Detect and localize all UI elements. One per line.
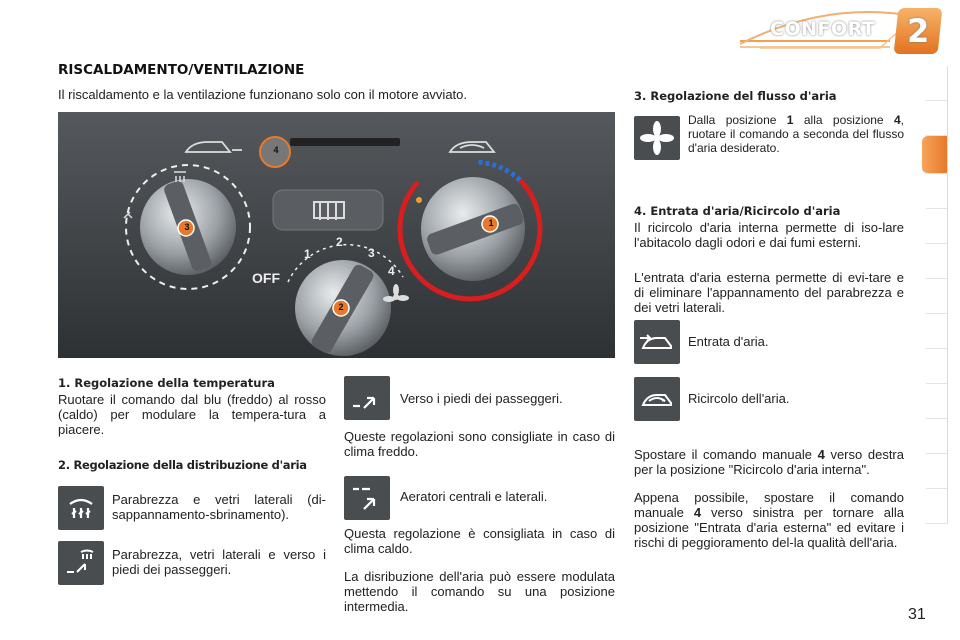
section-4-p3 [634,447,904,477]
control-4: 4 [817,447,825,462]
note-warm-climate: Questa regolazione è consigliata in caso di clima caldo. [344,526,615,556]
fan-scale-2: 2 [336,235,343,249]
central-vents-icon [344,476,390,520]
section-4-heading: 4. Entrata d'aria/Ricircolo d'aria [634,204,841,218]
chapter-tab[interactable] [926,419,948,454]
fan-icon [634,116,680,160]
section-4-text: verso sinistra per tornare alla posizione "Entrata d'aria esterna" ed evitare i rischi di peggioramento del-la qualità dell'aria. [634,505,904,550]
chapter-tab[interactable] [926,314,948,349]
chapter-tabs [926,66,948,576]
control-panel-photo [58,112,615,358]
chapter-tab[interactable] [926,489,948,524]
chapter-number: 2 [906,12,930,50]
section-4-text: Spostare il comando manuale [634,447,818,462]
page-number: 31 [908,606,926,623]
section-3-text: Dalla posizione [688,113,787,127]
feet-air-icon [344,376,390,420]
option-vents: Aeratori centrali e laterali. [400,489,548,504]
section-1-body: Ruotare il comando dal blu (freddo) al rosso (caldo) per modulare la tempera-tura a piacere. [58,392,326,437]
chapter-tab[interactable] [926,454,948,489]
section-3-text: , ruotare il comando a seconda del flusso d'aria desiderato. [688,113,905,155]
section-4-p1: Il ricircolo d'aria interna permette di iso-lare l'abitacolo dagli odori e dai fumi esterni. [634,220,904,250]
page-title: RISCALDAMENTO/VENTILAZIONE [58,62,305,78]
fan-scale-3: 3 [368,246,375,260]
chapter-tab[interactable] [926,279,948,314]
intro-text: Il riscaldamento e la ventilazione funzionano solo con il motore avviato. [58,87,468,102]
fan-knob-number: 2 [338,302,344,312]
section-1-heading: 1. Regolazione della temperatura [58,376,275,390]
windscreen-feet-icon [58,541,104,585]
chapter-tab[interactable] [926,384,948,419]
note-cold-climate: Queste regolazioni sono consigliate in caso di clima freddo. [344,429,615,459]
fan-scale-1: 1 [304,247,311,261]
off-label: OFF [252,270,280,286]
defrost-icon [58,486,104,530]
chapter-badge [894,8,943,54]
section-4-text: Appena possibile, spostare il comando manuale [634,490,904,520]
option-feet: Verso i piedi dei passeggeri. [400,391,563,406]
option-windscreen-feet: Parabrezza, vetri laterali e verso i piedi dei passeggeri. [112,547,326,577]
section-4-p4 [634,490,904,550]
air-intake-icon [634,320,680,364]
section-4-text: verso destra per la posizione "Ricircolo d'aria interna". [634,447,904,477]
note-intermediate: La disribuzione dell'aria può essere modulata mettendo il comando su una posizione intermedia. [344,569,615,614]
chapter-tab-active[interactable] [922,136,948,174]
temp-knob-number: 1 [488,218,494,228]
chapter-tab[interactable] [926,349,948,384]
section-3-body [688,113,904,155]
position-4: 4 [893,113,901,127]
section-3-text: alla posizione [793,113,894,127]
section-3-heading: 3. Regolazione del flusso d'aria [634,89,837,103]
option-air-intake: Entrata d'aria. [688,334,769,349]
chapter-tab[interactable] [926,101,948,136]
chapter-tab[interactable] [926,66,948,101]
option-recirculation: Ricircolo dell'aria. [688,391,790,406]
chapter-tab[interactable] [926,244,948,279]
section-name: CONFORT [770,18,876,40]
chapter-tab[interactable] [926,209,948,244]
fan-scale-4: 4 [388,264,395,278]
chapter-tab[interactable] [926,174,948,209]
position-1: 1 [786,113,794,127]
control-4: 4 [693,505,702,520]
section-4-p2: L'entrata d'aria esterna permette di evi-tare e di eliminare l'appannamento del parabrezza e dei vetri laterali. [634,270,904,315]
recirculation-icon [634,377,680,421]
section-2-heading: 2. Regolazione della distribuzione d'aria [58,458,307,472]
recirc-number: 4 [273,145,279,155]
header-band [0,0,960,62]
dist-knob-number: 3 [184,222,190,232]
option-windscreen: Parabrezza e vetri laterali (di-sappannamento-sbrinamento). [112,492,326,522]
